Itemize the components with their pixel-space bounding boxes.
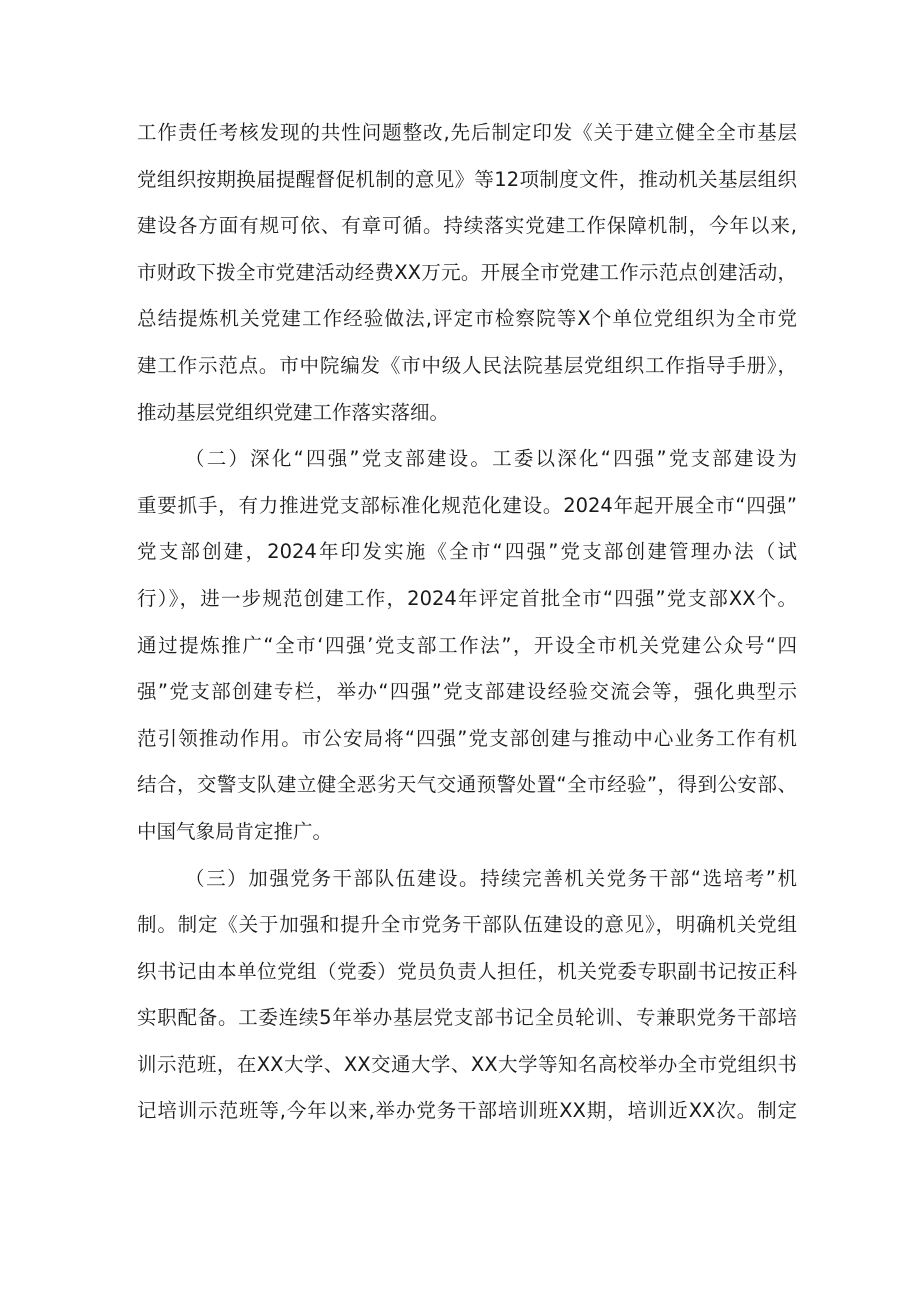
text-line: 制。制定《关于加强和提升全市党务干部队伍建设的意见》，明确机关党组 (137, 913, 797, 937)
text-line: 工作责任考核发现的共性问题整改,先后制定印发《关于建立健全全市基层 (137, 121, 797, 144)
paragraph-3 (137, 856, 797, 1136)
text-line: 训示范班，在XX大学、XX交通大学、XX大学等知名高校举办全市党组织书 (137, 1052, 797, 1076)
text-line: 推动基层党组织党建工作落实落细。 (137, 400, 450, 424)
text-line: 行）》，进一步规范创建工作，2024年评定首批全市“四强”党支部XX个。 (137, 586, 797, 610)
paragraph-2 (137, 436, 797, 855)
section-heading-line: （三）加强党务干部队伍建设。持续完善机关党务干部“选培考”机 (185, 866, 797, 890)
text-line: 党支部创建，2024年印发实施《全市“四强”党支部创建管理办法（试 (137, 540, 797, 564)
text-line: 范引领推动作用。市公安局将“四强”党支部创建与推动中心业务工作有机 (137, 726, 797, 750)
text-line: 记培训示范班等,今年以来,举办党务干部培训班XX期，培训近XX次。制定 (137, 1099, 797, 1123)
text-line: 总结提炼机关党建工作经验做法,评定市检察院等X个单位党组织为全市党 (137, 307, 797, 331)
text-line: 强”党支部创建专栏，举办“四强”党支部建设经验交流会等，强化典型示 (137, 680, 797, 704)
text-line: 市财政下拨全市党建活动经费XX万元。开展全市党建工作示范点创建活动， (137, 260, 797, 284)
text-line: 通过提炼推广“全市‘四强’党支部工作法”，开设全市机关党建公众号“四 (137, 633, 797, 657)
text-line: 党组织按期换届提醒督促机制的意见》等12项制度文件，推动机关基层组织 (137, 167, 797, 191)
text-line: 中国气象局肯定推广。 (137, 819, 333, 843)
text-line: 建设各方面有规可依、有章可循。持续落实党建工作保障机制，今年以来, (137, 214, 797, 238)
text-line: 建工作示范点。市中院编发《市中级人民法院基层党组织工作指导手册》， (137, 353, 797, 377)
section-heading-line: （二）深化“四强”党支部建设。工委以深化“四强”党支部建设为 (185, 447, 797, 471)
text-line: 织书记由本单位党组（党委）党员负责人担任，机关党委专职副书记按正科 (137, 959, 797, 983)
paragraph-1 (137, 110, 797, 436)
text-line: 重要抓手，有力推进党支部标准化规范化建设。2024年起开展全市“四强” (137, 493, 797, 517)
document-page (137, 110, 797, 1135)
text-line: 实职配备。工委连续5年举办基层党支部书记全员轮训、专兼职党务干部培 (137, 1006, 797, 1030)
text-line: 结合，交警支队建立健全恶劣天气交通预警处置“全市经验”，得到公安部、 (137, 773, 797, 797)
